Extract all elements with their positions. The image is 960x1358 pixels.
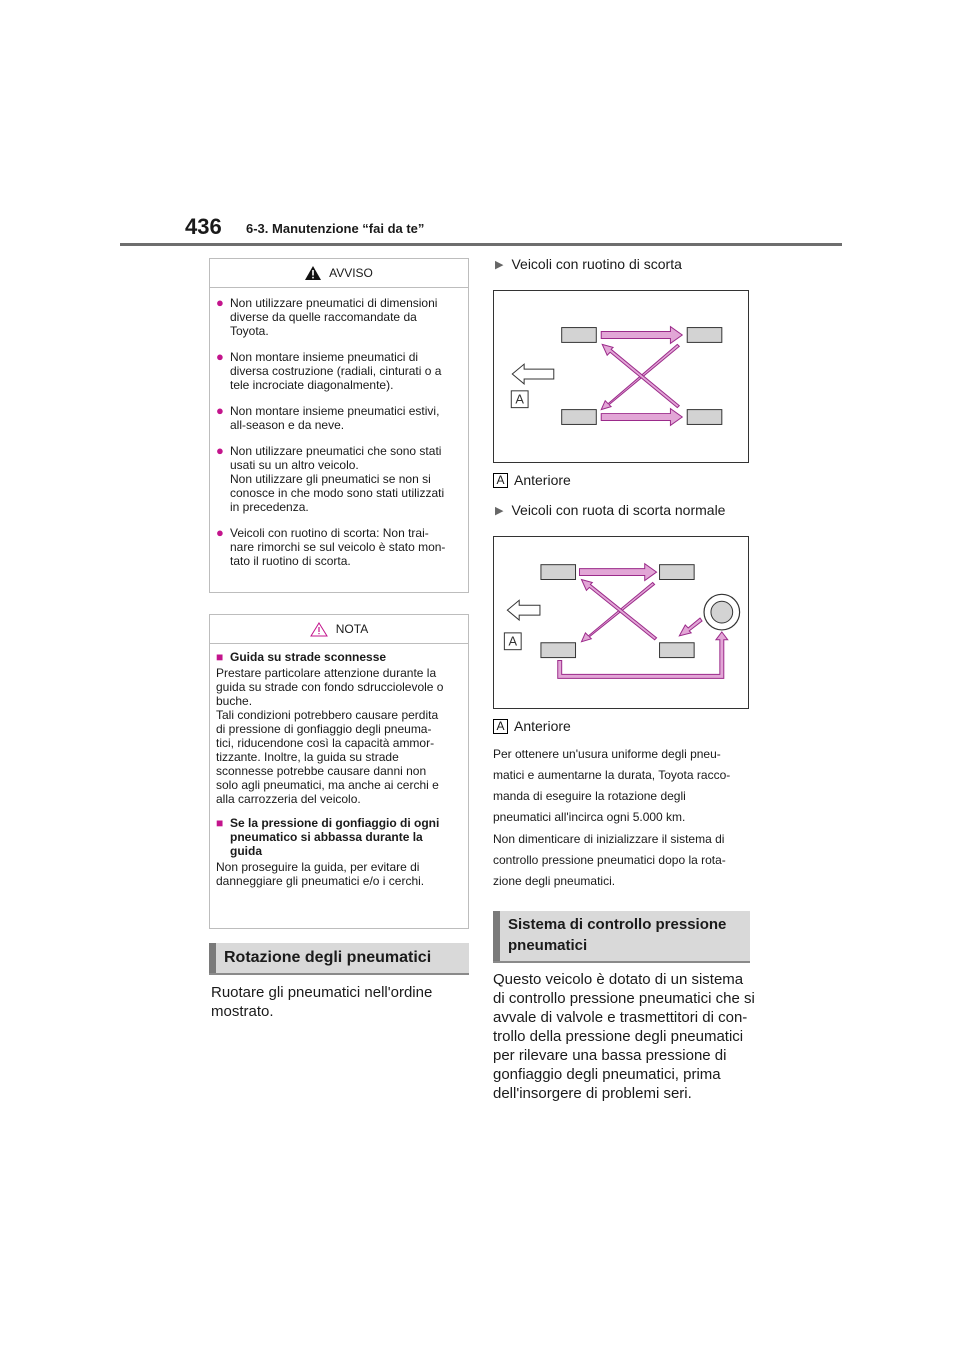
section-rule (493, 961, 750, 963)
bullet-icon: ● (216, 349, 224, 364)
tpms-reminder: Non dimenticare di inizializzare il sistema di controllo pressione pneumatici dopo la rota- zione degli pneumatici. (493, 832, 726, 888)
warning-box-header (210, 259, 468, 288)
tpms-text: Questo veicolo è dotato di un sistema di controllo pressione pneumatici che si avvale di valvole e trasmettitori di con- trollo della pressione degli pneumatici per rilevare una bassa pressione di gonfiaggio degli pneumatici, prima dell'insorgere di problemi seri. (493, 971, 755, 1102)
note-paragraph: Prestare particolare attenzione durante la guida su strade con fondo sdrucciolevole o buche. Tali condizioni potrebbero causare perdita di pressione di gonfiaggio degli pneuma- tici, riducendone così la capacità ammor- tizzante. Inoltre, la guida su strade sconnesse potrebbe causare danni non solo agli pneumatici, ma anche ai cerchi e alla carrozzeria del veicolo. (216, 666, 444, 806)
tire-front-right (660, 565, 695, 580)
section-title-tpms: Sistema di controllo pressione pneumatici (493, 911, 750, 961)
front-direction-arrow-icon (512, 364, 554, 384)
chapter-title: 6-3. Manutenzione “fai da te” (246, 221, 425, 236)
warning-item: ● Veicoli con ruotino di scorta: Non trai- nare rimorchi se sul veicolo è stato mon- tato il ruotino di scorta. (216, 525, 446, 568)
rotation-diagram-compact (493, 290, 749, 463)
tire-rear-left (541, 643, 576, 658)
rotation-arrows (601, 327, 682, 426)
front-direction-arrow-icon (507, 600, 540, 620)
warning-list (210, 288, 468, 568)
bullet-icon: ● (216, 403, 224, 418)
bullet-icon: ● (216, 525, 224, 540)
note-heading: ■ Se la pressione di gonfiaggio di ogni pneumatico si abbassa durante la guida (216, 816, 440, 858)
bullet-icon: ● (216, 443, 224, 458)
label-a-text: A (515, 391, 524, 407)
triangle-bullet-icon: ▶ (495, 258, 504, 271)
square-bullet-icon: ■ (216, 650, 224, 664)
caution-icon (310, 622, 328, 637)
note-paragraph: Non proseguire la guida, per evitare di danneggiare gli pneumatici e/o i cerchi. (216, 860, 425, 888)
square-bullet-icon: ■ (216, 816, 224, 830)
tire-front-right (687, 328, 722, 343)
bullet-icon: ● (216, 295, 224, 310)
label-normal-spare: ▶ Veicoli con ruota di scorta normale (495, 502, 726, 518)
section-rule (209, 973, 469, 975)
note-box (209, 614, 469, 929)
spare-tire (704, 594, 740, 630)
label-a-text: A (508, 633, 518, 649)
rotation-diagram-normal (493, 536, 749, 709)
warning-item: ● Non utilizzare pneumatici di dimensioni diverse da quelle raccomandate da Toyota. (216, 295, 438, 338)
note-body (210, 644, 468, 888)
tire-rear-right (687, 410, 722, 425)
warning-item: ● Non utilizzare pneumatici che sono stati usati su un altro veicolo. Non utilizzare gli pneumatici se non si conosce in che modo sono stati utilizzati in precedenza. (216, 443, 445, 514)
note-title: NOTA (335, 622, 369, 636)
note-heading: ■ Guida su strade sconnesse (216, 650, 387, 664)
tire-front-left (541, 565, 576, 580)
rotation-advice: Per ottenere un'usura uniforme degli pneu- matici e aumentarne la durata, Toyota racco- manda di eseguire la rotazione degli pneumatici all'incirca ogni 5.000 km. (493, 747, 731, 824)
triangle-bullet-icon: ▶ (495, 504, 504, 517)
tire-rear-left (562, 410, 597, 425)
note-box-header (210, 615, 468, 644)
label-compact-spare: ▶ Veicoli con ruotino di scorta (495, 256, 682, 272)
badge-a: A (493, 473, 508, 488)
rotation-arrows (558, 564, 728, 679)
warning-box (209, 258, 469, 593)
badge-a: A (493, 719, 508, 734)
header-rule (120, 243, 842, 246)
warning-item: ● Non montare insieme pneumatici di diversa costruzione (radiali, cinturati o a tele incrociate diagonalmente). (216, 349, 442, 392)
page-number: 436 (185, 214, 222, 239)
legend-front-2: A Anteriore (493, 718, 571, 734)
warning-icon (305, 266, 321, 280)
rotation-text: Ruotare gli pneumatici nell'ordine mostrato. (211, 984, 433, 1020)
tire-rear-right (660, 643, 695, 658)
legend-front-1: A Anteriore (493, 472, 571, 488)
tire-front-left (562, 328, 597, 343)
section-title-rotation: Rotazione degli pneumatici (209, 943, 469, 973)
warning-item: ● Non montare insieme pneumatici estivi, all-season e da neve. (216, 403, 440, 432)
warning-title: AVVISO (329, 266, 373, 280)
